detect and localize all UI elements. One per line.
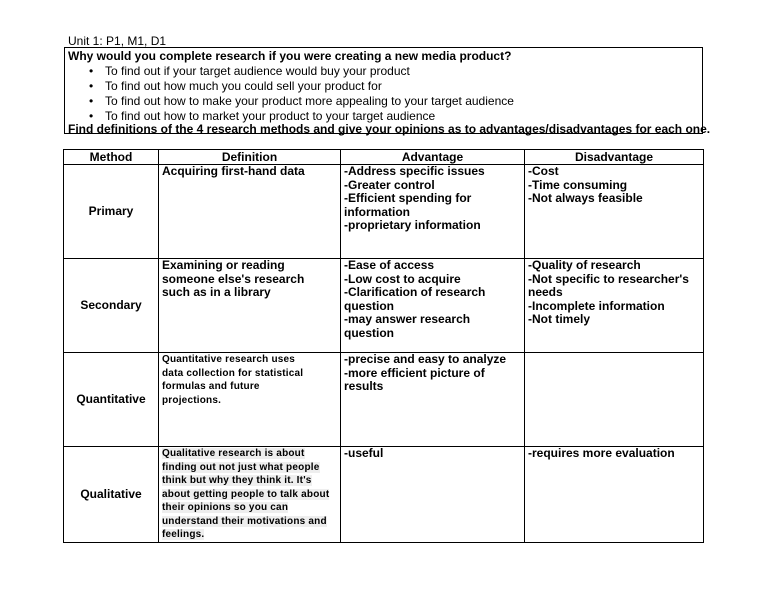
list-item: • To find out how to make your product more appealing to your target audience <box>89 94 514 108</box>
method-cell: Primary <box>64 165 159 259</box>
list-item: • To find out if your target audience would buy your product <box>89 64 410 78</box>
research-question: Why would you complete research if you were creating a new media product? <box>68 49 512 63</box>
table-row <box>64 259 704 353</box>
table-header-row <box>64 150 704 165</box>
disadvantage-cell: -requires more evaluation <box>525 447 704 543</box>
bullet-icon: • <box>89 109 94 123</box>
bullet-icon: • <box>89 94 94 108</box>
method-cell: Secondary <box>64 259 159 353</box>
method-cell: Quantitative <box>64 353 159 447</box>
disadvantage-cell: -Quality of research -Not specific to researcher's needs -Incomplete information -Not timely <box>525 259 704 353</box>
intro-box <box>64 47 711 136</box>
advantage-cell: -Ease of access -Low cost to acquire -Clarification of research question -may answer research question <box>341 259 525 353</box>
definition-cell: Quantitative research uses data collection for statistical formulas and future projections. <box>159 353 341 447</box>
task-instruction: Find definitions of the 4 research methods and give your opinions as to advantages/disadvantages for each one. <box>68 122 711 136</box>
definition-cell: Acquiring first-hand data <box>159 165 341 259</box>
advantage-cell: -Address specific issues -Greater control -Efficient spending for information -proprietary information <box>341 165 525 259</box>
column-header-disadvantage: Disadvantage <box>525 150 704 165</box>
disadvantage-cell: -Cost -Time consuming -Not always feasible <box>525 165 704 259</box>
definition-cell: Examining or reading someone else's research such as in a library <box>159 259 341 353</box>
column-header-advantage: Advantage <box>341 150 525 165</box>
advantage-cell: -precise and easy to analyze -more efficient picture of results <box>341 353 525 447</box>
advantage-cell: -useful <box>341 447 525 543</box>
column-header-method: Method <box>64 150 159 165</box>
method-cell: Qualitative <box>64 447 159 543</box>
table-row <box>64 447 704 543</box>
research-methods-table <box>63 149 704 543</box>
bullet-icon: • <box>89 64 94 78</box>
bullet-icon: • <box>89 79 94 93</box>
list-item: • To find out how much you could sell your product for <box>89 79 382 93</box>
list-item: • To find out how to market your product to your target audience <box>89 109 436 123</box>
disadvantage-cell <box>525 353 704 447</box>
definition-cell: Qualitative research is about finding out not just what people think but why they think it. It's about getting people to talk about their opinions so you can understand their motivations and feelings. <box>159 447 341 543</box>
table-row <box>64 165 704 259</box>
reasons-list <box>89 64 514 124</box>
column-header-definition: Definition <box>159 150 341 165</box>
table-row <box>64 353 704 447</box>
unit-title: Unit 1: P1, M1, D1 <box>68 34 167 48</box>
